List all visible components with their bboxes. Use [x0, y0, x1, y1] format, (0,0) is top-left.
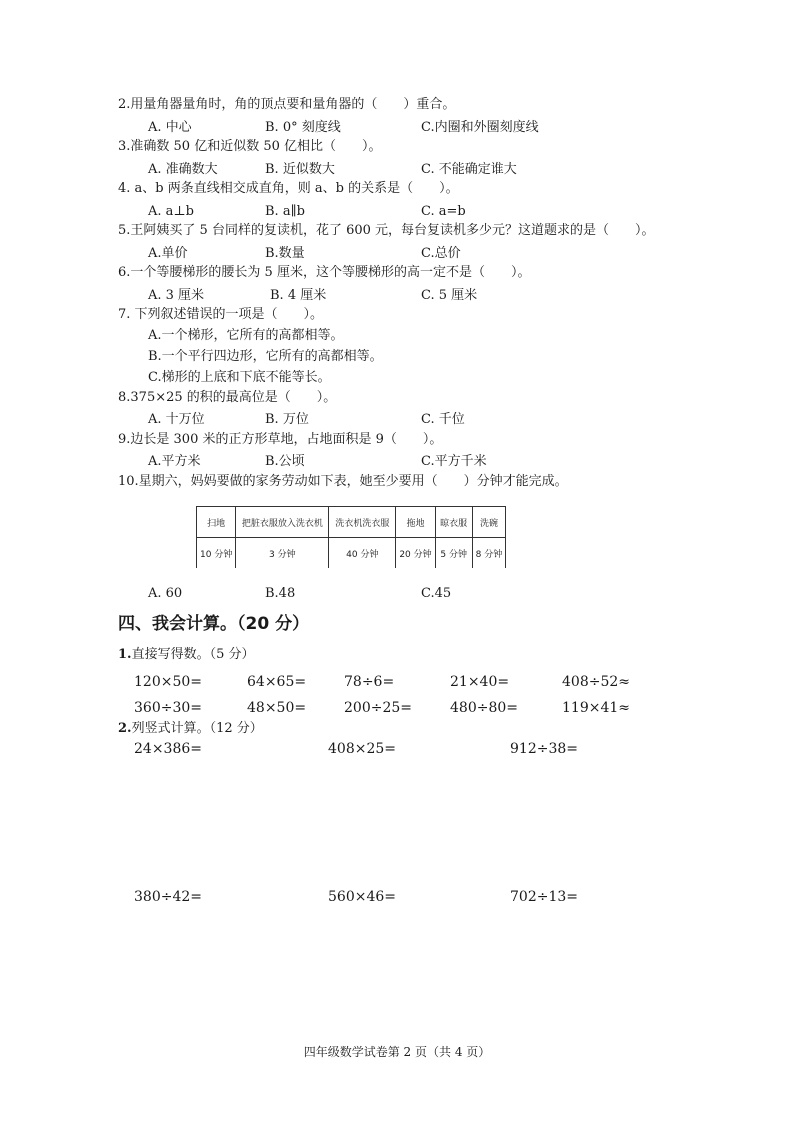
- chores-header-cell: 拖地: [396, 507, 435, 538]
- question-7-option-b: B.一个平行四边形，它所有的高都相等。: [148, 349, 383, 364]
- mental-calc-item: 78÷6=: [344, 674, 395, 690]
- question-2-option-b: B. 0° 刻度线: [265, 120, 341, 135]
- page-footer: 四年级数学试卷第 2 页（共 4 页）: [303, 1045, 491, 1059]
- question-3-option-c: C. 不能确定谁大: [421, 162, 517, 177]
- question-8-option-c: C. 千位: [421, 412, 465, 427]
- chores-header-cell: 洗碗: [472, 507, 506, 538]
- question-2-option-c: C.内圈和外圈刻度线: [421, 120, 539, 135]
- question-9-option-a: A.平方米: [148, 454, 201, 469]
- vertical-calc-item: 24×386=: [134, 741, 202, 757]
- question-2-option-a: A. 中心: [148, 120, 192, 135]
- part-2-label: 列竖式计算。（12 分）: [131, 721, 263, 736]
- question-6-option-c: C. 5 厘米: [421, 288, 478, 303]
- mental-calc-item: 119×41≈: [562, 700, 630, 716]
- vertical-calc-item: 912÷38=: [510, 741, 578, 757]
- question-10-stem: 10.星期六，妈妈要做的家务劳动如下表，她至少要用（ ）分钟才能完成。: [118, 474, 568, 489]
- question-6-stem: 6.一个等腰梯形的腰长为 5 厘米，这个等腰梯形的高一定不是（ ）。: [118, 265, 531, 280]
- question-5-option-a: A.单价: [148, 246, 188, 261]
- vertical-calc-item: 702÷13=: [510, 889, 578, 905]
- question-9-stem: 9.边长是 300 米的正方形草地，占地面积是 9（ ）。: [118, 432, 443, 447]
- mental-calc-item: 480÷80=: [450, 700, 518, 716]
- mental-calc-item: 360÷30=: [134, 700, 202, 716]
- question-2-stem: 2.用量角器量角时，角的顶点要和量角器的（ ）重合。: [118, 97, 456, 112]
- question-7-option-c: C.梯形的上底和下底不能等长。: [148, 370, 331, 385]
- chores-value-cell: 20 分钟: [396, 538, 435, 569]
- question-3-stem: 3.准确数 50 亿和近似数 50 亿相比（ ）。: [118, 139, 382, 154]
- question-4-stem: 4. a、b 两条直线相交成直角，则 a、b 的关系是（ ）。: [118, 181, 459, 196]
- vertical-calc-item: 380÷42=: [134, 889, 202, 905]
- chores-value-cell: 5 分钟: [435, 538, 472, 569]
- question-10-option-c: C.45: [421, 586, 452, 601]
- question-10-option-b: B.48: [265, 586, 296, 601]
- section-4-title: 四、我会计算。（20 分）: [118, 614, 310, 634]
- chores-header-cell: 把脏衣服放入洗衣机: [236, 507, 329, 538]
- question-5-option-b: B.数量: [265, 246, 305, 261]
- question-4-option-b: B. a∥b: [265, 204, 305, 219]
- question-8-stem: 8.375×25 的积的最高位是（ ）。: [118, 390, 337, 405]
- chores-value-cell: 10 分钟: [197, 538, 236, 569]
- chores-header-cell: 扫地: [197, 507, 236, 538]
- question-7-option-a: A.一个梯形，它所有的高都相等。: [148, 328, 344, 343]
- chores-header-cell: 晾衣服: [435, 507, 472, 538]
- mental-calc-item: 120×50=: [134, 674, 202, 690]
- chores-table-value-row: [197, 538, 506, 569]
- question-5-stem: 5.王阿姨买了 5 台同样的复读机，花了 600 元，每台复读机多少元？这道题求的是（ ）。: [118, 223, 655, 238]
- question-8-option-b: B. 万位: [265, 412, 309, 427]
- question-5-option-c: C.总价: [421, 246, 461, 261]
- question-4-option-c: C. a=b: [421, 204, 466, 219]
- chores-header-cell: 洗衣机洗衣服: [329, 507, 396, 538]
- part-2-title: [118, 721, 263, 737]
- question-7-stem: 7. 下列叙述错误的一项是（ ）。: [118, 307, 324, 322]
- chores-value-cell: 8 分钟: [472, 538, 506, 569]
- part-2-number: 2.: [118, 721, 132, 736]
- mental-calc-item: 21×40=: [450, 674, 510, 690]
- chores-value-cell: 40 分钟: [329, 538, 396, 569]
- mental-calc-item: 64×65=: [247, 674, 307, 690]
- question-6-option-b: B. 4 厘米: [270, 288, 327, 303]
- vertical-calc-item: 408×25=: [328, 741, 396, 757]
- question-9-option-c: C.平方千米: [421, 454, 487, 469]
- question-6-option-a: A. 3 厘米: [148, 288, 205, 303]
- question-8-option-a: A. 十万位: [148, 412, 205, 427]
- mental-calc-item: 408÷52≈: [562, 674, 630, 690]
- mental-calc-item: 200÷25=: [344, 700, 412, 716]
- question-3-option-a: A. 准确数大: [148, 162, 218, 177]
- vertical-calc-item: 560×46=: [328, 889, 396, 905]
- question-3-option-b: B. 近似数大: [265, 162, 335, 177]
- chores-table: [196, 506, 506, 568]
- mental-calc-item: 48×50=: [247, 700, 307, 716]
- part-1-title: [118, 647, 254, 663]
- part-1-number: 1.: [118, 647, 132, 662]
- part-1-label: 直接写得数。（5 分）: [131, 647, 255, 662]
- question-10-option-a: A. 60: [148, 586, 183, 601]
- chores-table-header-row: [197, 507, 506, 538]
- question-9-option-b: B.公顷: [265, 454, 305, 469]
- chores-value-cell: 3 分钟: [236, 538, 329, 569]
- question-4-option-a: A. a⊥b: [148, 204, 194, 219]
